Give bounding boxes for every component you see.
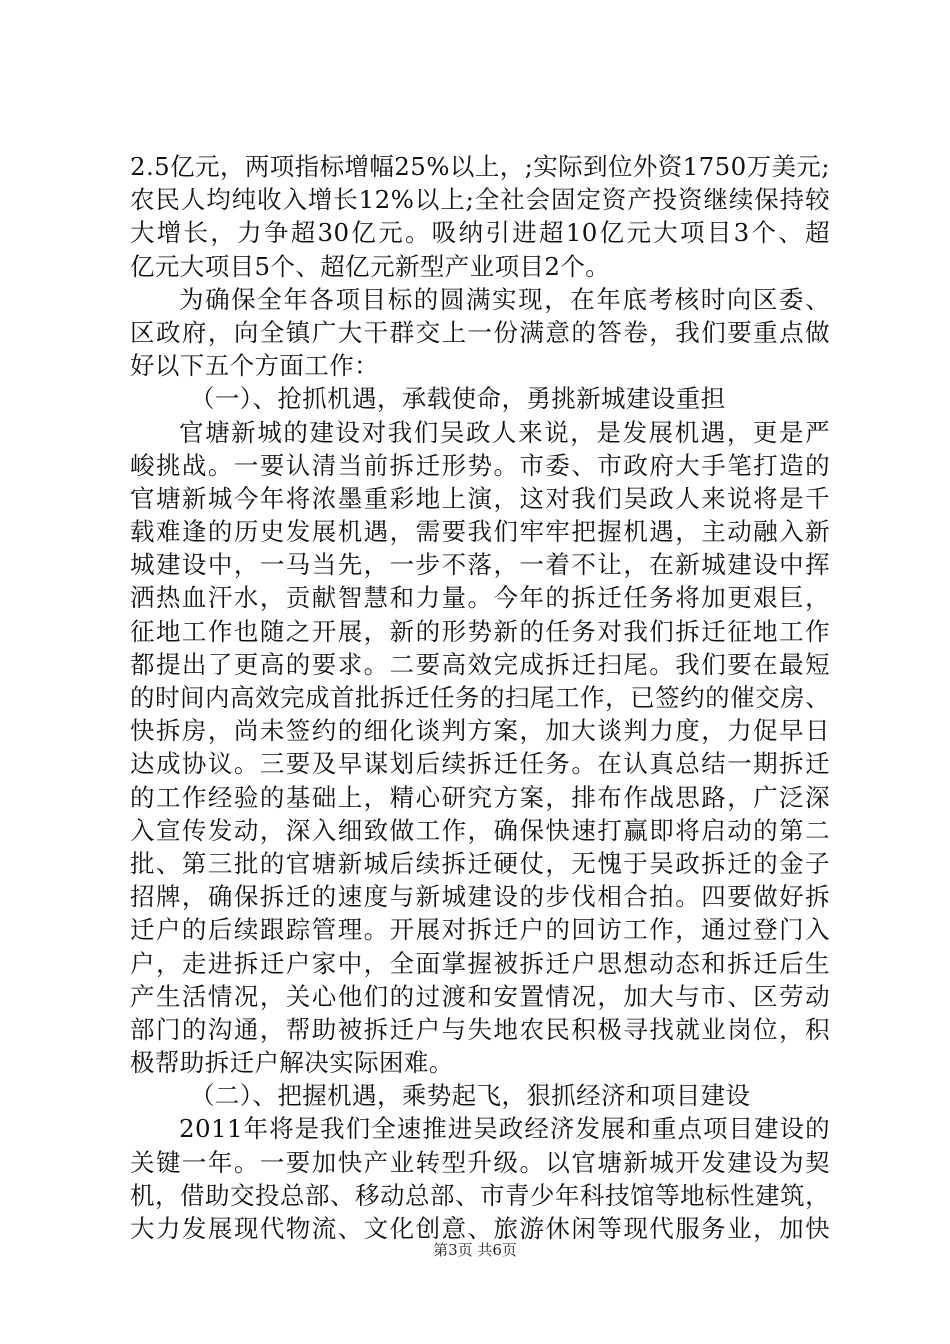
text-line: 入宣传发动，深入细致做工作，确保快速打赢即将启动的第二 (130, 815, 830, 845)
text-line: 批、第三批的官塘新城后续拆迁硬仗，无愧于吴政拆迁的金子 (130, 848, 830, 878)
text-line: 城建设中，一马当先，一步不落，一着不让，在新城建设中挥 (130, 550, 830, 580)
text-line: 迁户的后续跟踪管理。开展对拆迁户的回访工作，通过登门入 (130, 915, 830, 945)
text-line: 洒热血汗水，贡献智慧和力量。今年的拆迁任务将加更艰巨， (130, 583, 830, 613)
text-line: 峻挑战。一要认清当前拆迁形势。市委、市政府大手笔打造的 (130, 450, 830, 480)
text-line: 部门的沟通，帮助被拆迁户与失地农民积极寻找就业岗位，积 (130, 1014, 830, 1044)
text-line: 达成协议。三要及早谋划后续拆迁任务。在认真总结一期拆迁 (130, 749, 830, 779)
text-line: 关键一年。一要加快产业转型升级。以官塘新城开发建设为契 (130, 1147, 830, 1177)
text-line: 亿元大项目5个、超亿元新型产业项目2个。 (130, 251, 611, 281)
text-line: 的工作经验的基础上，精心研究方案，排布作战思路，广泛深 (130, 782, 830, 812)
section-heading-1: （一）、抢抓机遇，承载使命，勇挑新城建设重担 (190, 384, 726, 414)
text-line: 大增长，力争超30亿元。吸纳引进超10亿元大项目3个、超 (130, 218, 830, 248)
text-line: 2.5亿元，两项指标增幅25%以上，;实际到位外资1750万美元; (130, 152, 830, 181)
text-line: 招牌，确保拆迁的速度与新城建设的步伐相合拍。四要做好拆 (130, 882, 830, 912)
text-line: 官塘新城今年将浓墨重彩地上演，这对我们吴政人来说将是千 (130, 483, 830, 513)
text-line: 区政府，向全镇广大干群交上一份满意的答卷，我们要重点做 (130, 317, 830, 347)
paragraph-first-line: 官塘新城的建设对我们吴政人来说，是发展机遇，更是严 (179, 417, 830, 447)
text-line: 快拆房，尚未签约的细化谈判方案，加大谈判力度，力促早日 (130, 716, 830, 746)
text-line: 大力发展现代物流、文化创意、旅游休闲等现代服务业，加快 (130, 1214, 830, 1243)
text-line: 都提出了更高的要求。二要高效完成拆迁扫尾。我们要在最短 (130, 649, 830, 679)
document-body (130, 150, 830, 1245)
text-line: 载难逢的历史发展机遇，需要我们牢牢把握机遇，主动融入新 (130, 517, 830, 547)
text-line: 好以下五个方面工作： (130, 351, 379, 381)
text-line: 农民人均纯收入增长12%以上;全社会固定资产投资继续保持较 (130, 185, 830, 215)
text-line: 极帮助拆迁户解决实际困难。 (130, 1048, 454, 1078)
text-line: 机，借助交投总部、移动总部、市青少年科技馆等地标性建筑， (130, 1180, 830, 1210)
section-heading-2: （二）、把握机遇，乘势起飞，狠抓经济和项目建设 (190, 1081, 751, 1111)
text-line: 征地工作也随之开展，新的形势新的任务对我们拆迁征地工作 (130, 616, 830, 646)
page-number-footer: 第3页 共6页 (433, 1241, 517, 1259)
text-line: 的时间内高效完成首批拆迁任务的扫尾工作，已签约的催交房、 (130, 683, 830, 712)
paragraph-first-line: 2011年将是我们全速推进吴政经济发展和重点项目建设的 (179, 1114, 830, 1144)
paragraph-first-line: 为确保全年各项目标的圆满实现，在年底考核时向区委、 (179, 284, 830, 314)
text-line: 产生活情况，关心他们的过渡和安置情况，加大与市、区劳动 (130, 981, 830, 1011)
text-line: 户，走进拆迁户家中，全面掌握被拆迁户思想动态和拆迁后生 (130, 948, 830, 978)
